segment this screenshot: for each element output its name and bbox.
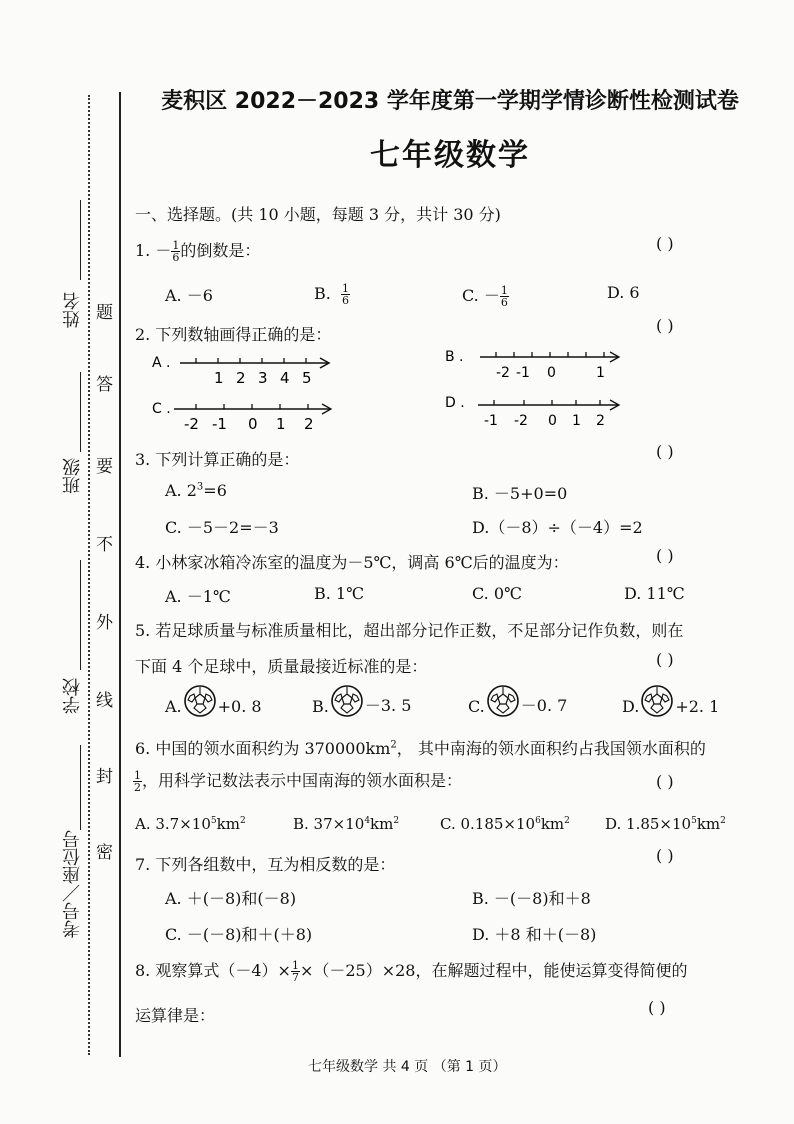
seal-char-5: 外: [96, 613, 113, 633]
q2c-tick: 0: [248, 415, 258, 433]
q2c-tick: -2: [184, 415, 199, 433]
binding-solid-line: [119, 92, 121, 1057]
q2c-tick: -1: [212, 415, 227, 433]
q2-option-b[interactable]: [445, 349, 619, 381]
question-4-stem: 4. 小林家冰箱冷冻室的温度为－5℃，调高 6℃后的温度为：: [135, 553, 569, 572]
q2a-tick: 2: [236, 369, 246, 387]
q2d-tick: 0: [548, 413, 557, 429]
seal-char-8: 密: [96, 843, 113, 863]
section-heading: 一、选择题。(共 10 小题，每题 3 分，共计 30 分): [135, 205, 501, 224]
answer-paren-8[interactable]: ( ): [648, 998, 666, 1017]
q4-option-d[interactable]: D. 11℃: [624, 584, 685, 603]
exam-subtitle: 七年级数学: [370, 138, 530, 173]
q1-option-c[interactable]: C. － $\frac{1}{6}$: [462, 284, 508, 309]
exam-title: 麦积区 2022－2023 学年度第一学期学情诊断性检测试卷: [161, 89, 739, 114]
q2b-tick: 0: [547, 365, 556, 381]
q7-option-c[interactable]: C. －(－8)和＋(＋8): [165, 925, 313, 944]
q6-option-a[interactable]: A. $3.7\times 10^5km^2$: [135, 815, 246, 833]
q1-option-d[interactable]: D. 6: [607, 283, 640, 302]
question-3-stem: 3. 下列计算正确的是：: [135, 450, 300, 469]
soccer-ball-icon: [183, 684, 217, 718]
answer-paren-5[interactable]: ( ): [656, 650, 674, 669]
q7-option-a[interactable]: A. ＋(－8)和(－8): [165, 889, 297, 908]
q2d-tick: -2: [514, 413, 528, 429]
q1-option-b[interactable]: B. $\frac{1}{6}$: [314, 282, 350, 307]
fraction: $\frac{1}{6}$: [172, 239, 180, 264]
answer-paren-2[interactable]: ( ): [656, 316, 674, 335]
q2c-tick: 2: [304, 415, 314, 433]
q2d-tick: 1: [572, 413, 581, 429]
q2b-tick: 1: [596, 365, 605, 381]
q2d-tick: -1: [484, 413, 498, 429]
q5-option-b[interactable]: B. －3. 5: [312, 684, 411, 718]
seal-char-7: 封: [96, 767, 113, 787]
q3-option-b[interactable]: B. －5+0=0: [472, 484, 568, 503]
q4-option-c[interactable]: C. 0℃: [472, 584, 522, 603]
q2a-tick: 5: [302, 369, 312, 387]
seal-char-3: 要: [96, 457, 113, 477]
seal-char-2: 答: [96, 375, 113, 395]
q6-option-c[interactable]: C. $0.185\times 10^6km^2$: [440, 815, 570, 833]
q2-option-c[interactable]: [152, 401, 331, 433]
school-label: 学校: [62, 678, 83, 714]
q1-option-a[interactable]: A. －6: [165, 286, 213, 305]
number-line-options: [140, 345, 660, 435]
binding-dashed-line: [88, 95, 90, 1055]
q4-option-b[interactable]: B. 1℃: [314, 584, 365, 603]
question-8-stem-line1: 8. 观察算式（－4）× $\frac{1}{7}$ ×（－25）×28，在解题过程中，能使运算变得简便的: [135, 959, 688, 984]
q2-label-a: A .: [152, 355, 171, 371]
exam-number-label: 考号／座位号: [62, 830, 83, 938]
class-label: 班级: [62, 458, 83, 494]
q2b-tick: -1: [516, 365, 530, 381]
question-6-stem-line1: 6. 中国的领水面积约为 $370000km^2$， 其中南海的领水面积约占我国领水面积的: [135, 739, 706, 758]
q2b-tick: -2: [496, 365, 510, 381]
page-footer: 七年级数学 共 4 页 （第 1 页）: [308, 1059, 507, 1075]
fraction: $\frac{1}{7}$: [291, 959, 299, 984]
soccer-ball-icon: [330, 684, 364, 718]
q3-option-a[interactable]: A. $2^3=6$: [165, 481, 227, 500]
q2d-tick: 2: [596, 413, 605, 429]
school-blank[interactable]: [80, 560, 81, 670]
q2-label-b: B .: [445, 349, 464, 365]
q2c-tick: 1: [276, 415, 286, 433]
q4-option-a[interactable]: A. －1℃: [165, 587, 231, 606]
question-1-stem: 1. － $\frac{1}{6}$ 的倒数是：: [135, 239, 261, 264]
name-label: 姓名: [62, 292, 83, 328]
q2-label-d: D .: [445, 395, 465, 411]
seal-char-6: 线: [96, 691, 113, 711]
q6-option-b[interactable]: B. $37\times 10^4km^2$: [293, 815, 400, 833]
seal-char-4: 不: [96, 535, 113, 555]
q2a-tick: 4: [280, 369, 290, 387]
q5-option-a[interactable]: A. +0. 8: [165, 684, 262, 718]
q3-option-c[interactable]: C. －5－2=－3: [165, 518, 279, 537]
question-7-stem: 7. 下列各组数中，互为相反数的是：: [135, 855, 396, 874]
question-2-stem: 2. 下列数轴画得正确的是：: [135, 325, 332, 344]
q2a-tick: 1: [214, 369, 224, 387]
question-6-stem-line2: $\frac{1}{2}$ ，用科学记数法表示中国南海的领水面积是：: [134, 769, 463, 794]
name-blank[interactable]: [80, 200, 81, 280]
answer-paren-4[interactable]: ( ): [656, 546, 674, 565]
class-blank[interactable]: [80, 372, 81, 452]
q7-option-d[interactable]: D. ＋8 和＋(－8): [472, 925, 597, 944]
answer-paren-3[interactable]: ( ): [656, 442, 674, 461]
q7-option-b[interactable]: B. －(－8)和＋8: [472, 889, 591, 908]
answer-paren-7[interactable]: ( ): [656, 846, 674, 865]
question-8-stem-line2: 运算律是：: [135, 1006, 216, 1025]
exam-number-blank[interactable]: [80, 745, 81, 830]
answer-paren-1[interactable]: ( ): [656, 234, 674, 253]
q2-option-d[interactable]: [445, 395, 619, 429]
q5-option-c[interactable]: C. －0. 7: [468, 684, 567, 718]
q2a-tick: 3: [258, 369, 268, 387]
seal-char-1: 题: [96, 303, 113, 323]
q3-option-d[interactable]: D.（－8）÷（－4）=2: [472, 518, 643, 537]
q6-option-d[interactable]: D. $1.85\times 10^5km^2$: [605, 815, 726, 833]
q5-option-d[interactable]: D. +2. 1: [622, 684, 719, 718]
q2-label-c: C .: [152, 401, 171, 417]
q2-option-a[interactable]: [152, 355, 329, 387]
question-5-stem-line2: 下面 4 个足球中，质量最接近标准的是：: [135, 657, 428, 676]
answer-paren-6[interactable]: ( ): [656, 772, 674, 791]
fraction: $\frac{1}{2}$: [134, 769, 141, 794]
soccer-ball-icon: [486, 684, 520, 718]
question-5-stem-line1: 5. 若足球质量与标准质量相比，超出部分记作正数，不足部分记作负数，则在: [135, 621, 684, 640]
soccer-ball-icon: [640, 684, 674, 718]
